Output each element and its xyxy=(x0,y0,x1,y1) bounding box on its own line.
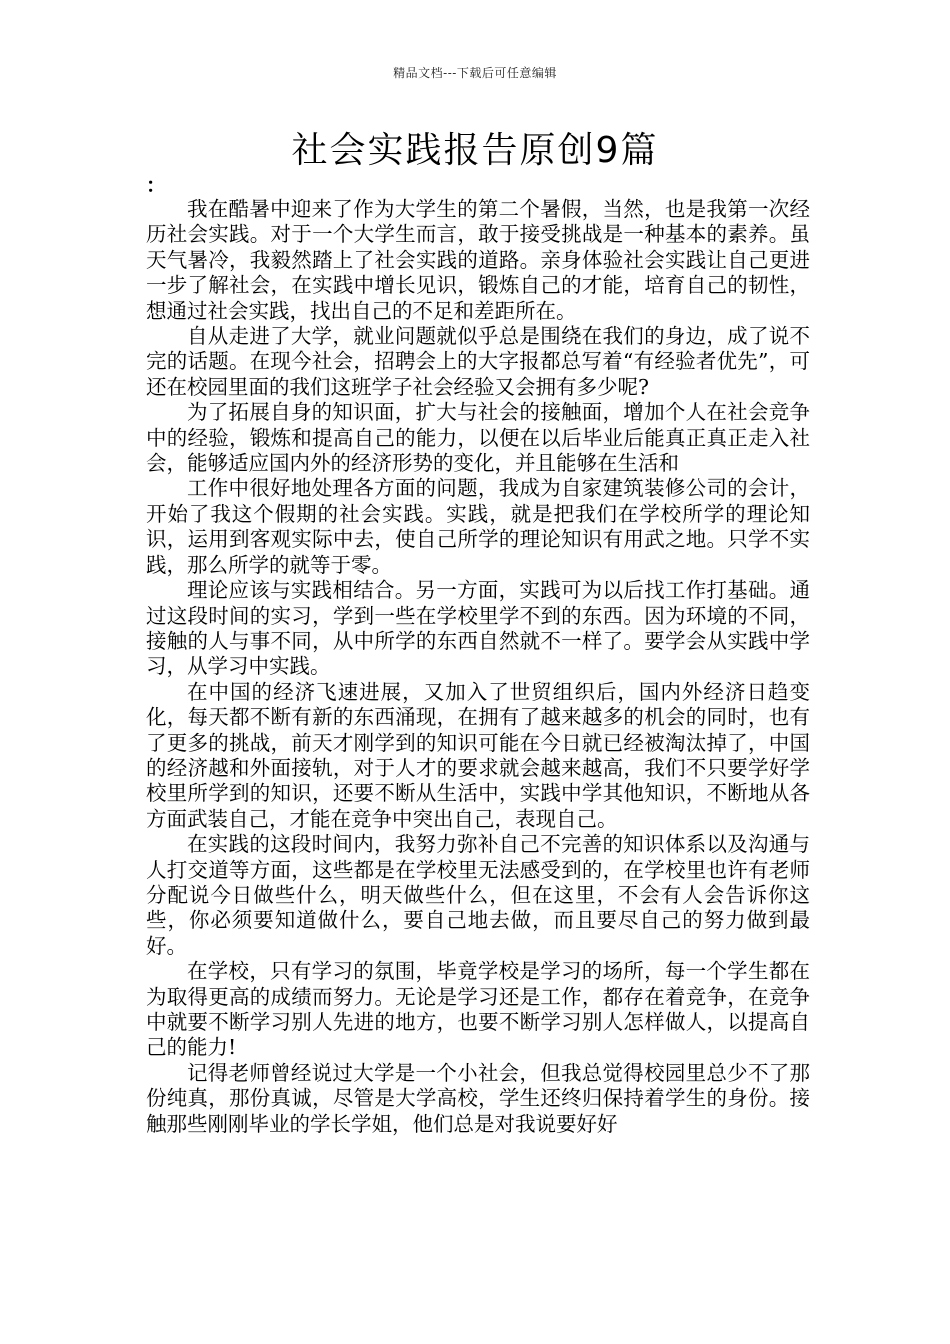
paragraph-5: 理论应该与实践相结合。另一方面，实践可为以后找工作打基础。通过这段时间的实习，学到一些在学校里学不到的东西。因为环境的不同，接触的人与事不同，从中所学的东西自然就不一样了。要学会从实践中学习，从学习中实践。 xyxy=(146,578,810,679)
page-title: 社会实践报告原创9篇 xyxy=(291,130,659,171)
paragraph-2: 自从走进了大学，就业问题就似乎总是围绕在我们的身边，成了说不完的话题。在现今社会，招聘会上的大字报都总写着“有经验者优先”，可还在校园里面的我们这班学子社会经验又会拥有多少呢? xyxy=(146,324,810,399)
paragraph-4: 工作中很好地处理各方面的问题，我成为自家建筑装修公司的会计，开始了我这个假期的社会实践。实践，就是把我们在学校所学的理论知识，运用到客观实际中去，使自己所学的理论知识有用武之地。只学不实践，那么所学的就等于零。 xyxy=(146,476,810,577)
paragraph-6: 在中国的经济飞速进展，又加入了世贸组织后，国内外经济日趋变化，每天都不断有新的东西涌现，在拥有了越来越多的机会的同时，也有了更多的挑战，前天才刚学到的知识可能在今日就已经被淘汰掉了，中国的经济越和外面接轨，对于人才的要求就会越来越高，我们不只要学好学校里所学到的知识，还要不断从生活中，实践中学其他知识，不断地从各方面武装自己，才能在竞争中突出自己，表现自己。 xyxy=(146,679,810,831)
lead-mark: ： xyxy=(146,173,166,197)
paragraph-7: 在实践的这段时间内，我努力弥补自己不完善的知识体系以及沟通与人打交道等方面，这些都是在学校里无法感受到的，在学校里也许有老师分配说今日做些什么，明天做些什么，但在这里，不会有人会告诉你这些，你必须要知道做什么，要自己地去做，而且要尽自己的努力做到最好。 xyxy=(146,832,810,958)
body-text xyxy=(146,197,810,1137)
paragraph-1: 我在酷暑中迎来了作为大学生的第二个暑假，当然，也是我第一次经历社会实践。对于一个大学生而言，敢于接受挑战是一种基本的素养。虽天气暑冷，我毅然踏上了社会实践的道路。亲身体验社会实践让自己更进一步了解社会，在实践中增长见识，锻炼自己的才能，培育自己的韧性，想通过社会实践，找出自己的不足和差距所在。 xyxy=(146,197,810,323)
paragraph-3: 为了拓展自身的知识面，扩大与社会的接触面，增加个人在社会竞争中的经验，锻炼和提高自己的能力，以便在以后毕业后能真正真正走入社会，能够适应国内外的经济形势的变化，并且能够在生活和 xyxy=(146,400,810,476)
paragraph-8: 在学校，只有学习的氛围，毕竟学校是学习的场所，每一个学生都在为取得更高的成绩而努力。无论是学习还是工作，都存在着竞争，在竞争中就要不断学习别人先进的地方，也要不断学习别人怎样做人，以提高自己的能力! xyxy=(146,959,810,1060)
paragraph-9: 记得老师曾经说过大学是一个小社会，但我总觉得校园里总少不了那份纯真，那份真诚，尽管是大学高校，学生还终归保持着学生的身份。接触那些刚刚毕业的学长学姐，他们总是对我说要好好 xyxy=(146,1060,810,1136)
header-note: 精品文档---下载后可任意编辑 xyxy=(393,66,557,80)
